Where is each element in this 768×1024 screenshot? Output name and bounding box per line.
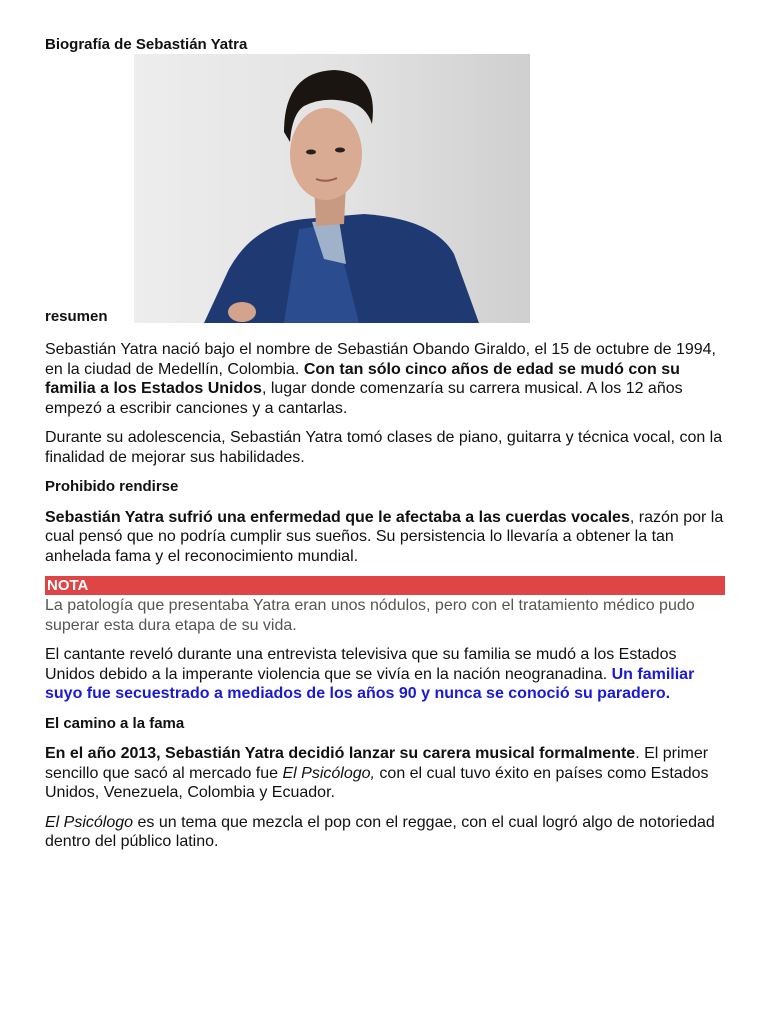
document-title: Biografía de Sebastián Yatra xyxy=(45,36,248,53)
highlighted-link-text[interactable]: Un familiar suyo fue secuestrado a mediados de los años 90 y nunca se conoció su paradero. xyxy=(45,665,695,702)
italic-text: El Psicólogo xyxy=(45,813,134,831)
bold-text: En el año 2013, Sebastián Yatra decidió lanzar su carera musical formalmente xyxy=(45,745,636,762)
text: , lugar donde comenzaría su carrera musical. A los 12 años empezó a escribir canciones y a cantarlas. xyxy=(45,380,683,417)
paragraph-intro xyxy=(45,340,725,418)
section-heading-prohibido: Prohibido rendirse xyxy=(45,478,179,495)
bold-text: Con tan sólo cinco años de edad se mudó con su familia a los Estados Unidos xyxy=(45,360,680,397)
photo-caption: resumen xyxy=(45,308,108,325)
portrait-illustration xyxy=(134,54,530,323)
text: El cantante reveló durante una entrevista televisiva que su familia se mudó a los Estados Unidos debido a la imperante violencia que se vivía en la nación neogranadina. xyxy=(45,646,677,683)
text: Sebastián Yatra nació bajo el nombre de Sebastián Obando Giraldo, el 15 de octubre de 1994, en la ciudad de Medellín, Colombia. xyxy=(45,341,716,378)
text: . El primer sencillo que sacó al mercado fue xyxy=(45,745,709,782)
portrait-photo-icon xyxy=(134,54,530,323)
paragraph-illness xyxy=(45,508,725,567)
article-body xyxy=(45,340,725,862)
nota-text: La patología que presentaba Yatra eran unos nódulos, pero con el tratamiento médico pudo superar esta dura etapa de su vida. xyxy=(45,597,695,634)
paragraph-psicologo xyxy=(45,813,725,852)
paragraph-adolescence: Durante su adolescencia, Sebastián Yatra tomó clases de piano, guitarra y técnica vocal, con la finalidad de mejorar sus habilidades. xyxy=(45,429,723,466)
paragraph-career xyxy=(45,744,725,803)
text: con el cual tuvo éxito en países como Estados Unidos, Venezuela, Colombia y Ecuador. xyxy=(45,764,709,801)
italic-text: El Psicólogo, xyxy=(282,764,375,782)
paragraph-interview xyxy=(45,645,725,704)
text: es un tema que mezcla el pop con el reggae, con el cual logró algo de notoriedad dentro del público latino. xyxy=(45,813,715,850)
nota-banner: NOTA xyxy=(45,576,725,595)
bold-text: Sebastián Yatra sufrió una enfermedad que le afectaba a las cuerdas vocales xyxy=(45,508,630,526)
section-heading-fama: El camino a la fama xyxy=(45,714,185,732)
text: , razón por la cual pensó que no podría cumplir sus sueños. Su persistencia lo llevaría a obtener la tan anhelada fama y el reconocimiento mundial. xyxy=(45,508,724,565)
